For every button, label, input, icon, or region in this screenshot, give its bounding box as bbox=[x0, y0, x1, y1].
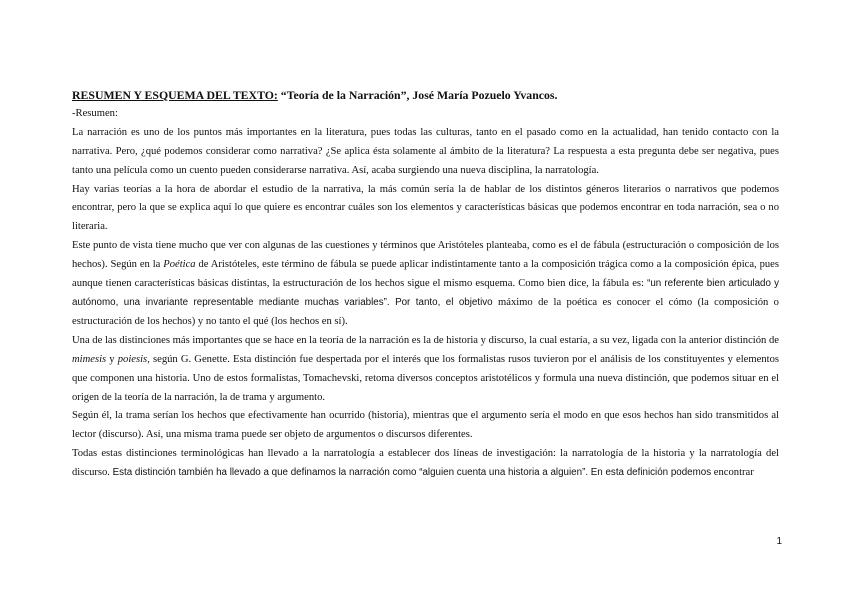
section-label: -Resumen: bbox=[72, 107, 118, 119]
paragraph-1: La narración es uno de los puntos más importantes en la literatura, pues todas las culturas, tanto en el pasado como en la actualidad, han tenido contacto con la narrativa. Pero, ¿qué podemos considerar como narrativa? ¿Se aplica ésta solamente al ámbito de la literatura? La respuesta a esta pregunta debe ser negativa, pues tanto una película como un cuento pueden considerarse narrativa. Así, acaba surgiendo una nueva disciplina, la narratología. bbox=[72, 126, 779, 176]
paragraph-5: Según él, la trama serían los hechos que efectivamente han ocurrido (historia), mientras que el argumento sería el modo en que esos hechos han sido transmitidos al lector (discurso). Así, una misma trama puede ser objeto de argumentos o discursos diferentes. bbox=[72, 410, 779, 441]
paragraph-4-text-c: y bbox=[106, 353, 118, 365]
paragraph-2: Hay varias teorías a la hora de abordar el estudio de la narrativa, la más común sería la de hablar de los distintos géneros literarios o narrativos que podemos encontrar, pero la que se explica aquí lo que quiere es encontrar cuáles son los elementos y características básicas que podemos encontrar en toda narración, sea o no literaria. bbox=[72, 183, 779, 233]
paragraph-3 bbox=[72, 237, 779, 332]
title-rest: “Teoría de la Narración”, José María Pozuelo Yvancos. bbox=[277, 88, 558, 102]
paragraph-6-sans-segment: Esta distinción también ha llevado a que definamos la narración como “alguien cuenta una historia a alguien”. En esta definición podemos bbox=[112, 467, 712, 479]
paragraph-6 bbox=[72, 445, 779, 483]
page-number: 1 bbox=[776, 536, 782, 547]
paragraph-4-text-a: Una de las distinciones más importantes que se hace en la teoría de la narración es la de historia y discurso, la cual estaría, a su vez, ligada con la anterior distinción de bbox=[72, 334, 779, 346]
paragraph-3-text-c: de Aristóteles, este término de fábula se puede aplicar indistintamente tanto a la composición trágica como a la composición épica, pues aunque tienen características básicas distintas, la estructuración de los hechos sigue el mismo esquema. Como bien dice, la fábula es: bbox=[72, 259, 779, 290]
paragraph-4 bbox=[72, 332, 779, 408]
title-underlined-part: RESUMEN Y ESQUEMA DEL TEXTO: bbox=[72, 88, 278, 102]
paragraph-6-text-c: encontrar bbox=[711, 467, 754, 479]
paragraph-4-text-e: , según G. Genette. Esta distinción fue despertada por el interés que los formalistas rusos tuvieron por el análisis de los constituyentes y elementos que componen una historia. Uno de estos formalistas, Tomachevski, retoma diversos conceptos aristotélicos y formula una nueva distinción, que podemos situar en el origen de la teoría de la narración, la de trama y argumento. bbox=[72, 353, 779, 403]
paragraph-4-italic-mimesis: mimesis bbox=[72, 353, 107, 365]
paragraph-3-text-a: Este punto de vista tiene mucho que ver con algunas de las cuestiones y términos que Aristóteles planteaba, como es el de fábula (estructuración o composición de los hechos). Según en la bbox=[72, 240, 779, 271]
paragraph-3-italic-poetica: Poética bbox=[163, 259, 196, 271]
document-body bbox=[72, 86, 779, 483]
document-title bbox=[72, 86, 779, 105]
paragraph-4-italic-poiesis: poiesis bbox=[117, 353, 148, 365]
paragraph-6-text-a: Todas estas distinciones terminológicas han llevado a la narratología a establecer dos líneas de investigación: la narratología de la historia y la narratología del discurso. bbox=[72, 448, 779, 479]
paragraph-3-text-e: máximo de la poética es conocer el cómo (la composición o estructuración de los hechos) y no tanto el qué (los hechos en sí). bbox=[72, 296, 779, 327]
paragraph-3-quote: “un referente bien articulado y autónomo, una invariante representable mediante muchas variables”. Por tanto, el objetivo bbox=[72, 278, 779, 308]
